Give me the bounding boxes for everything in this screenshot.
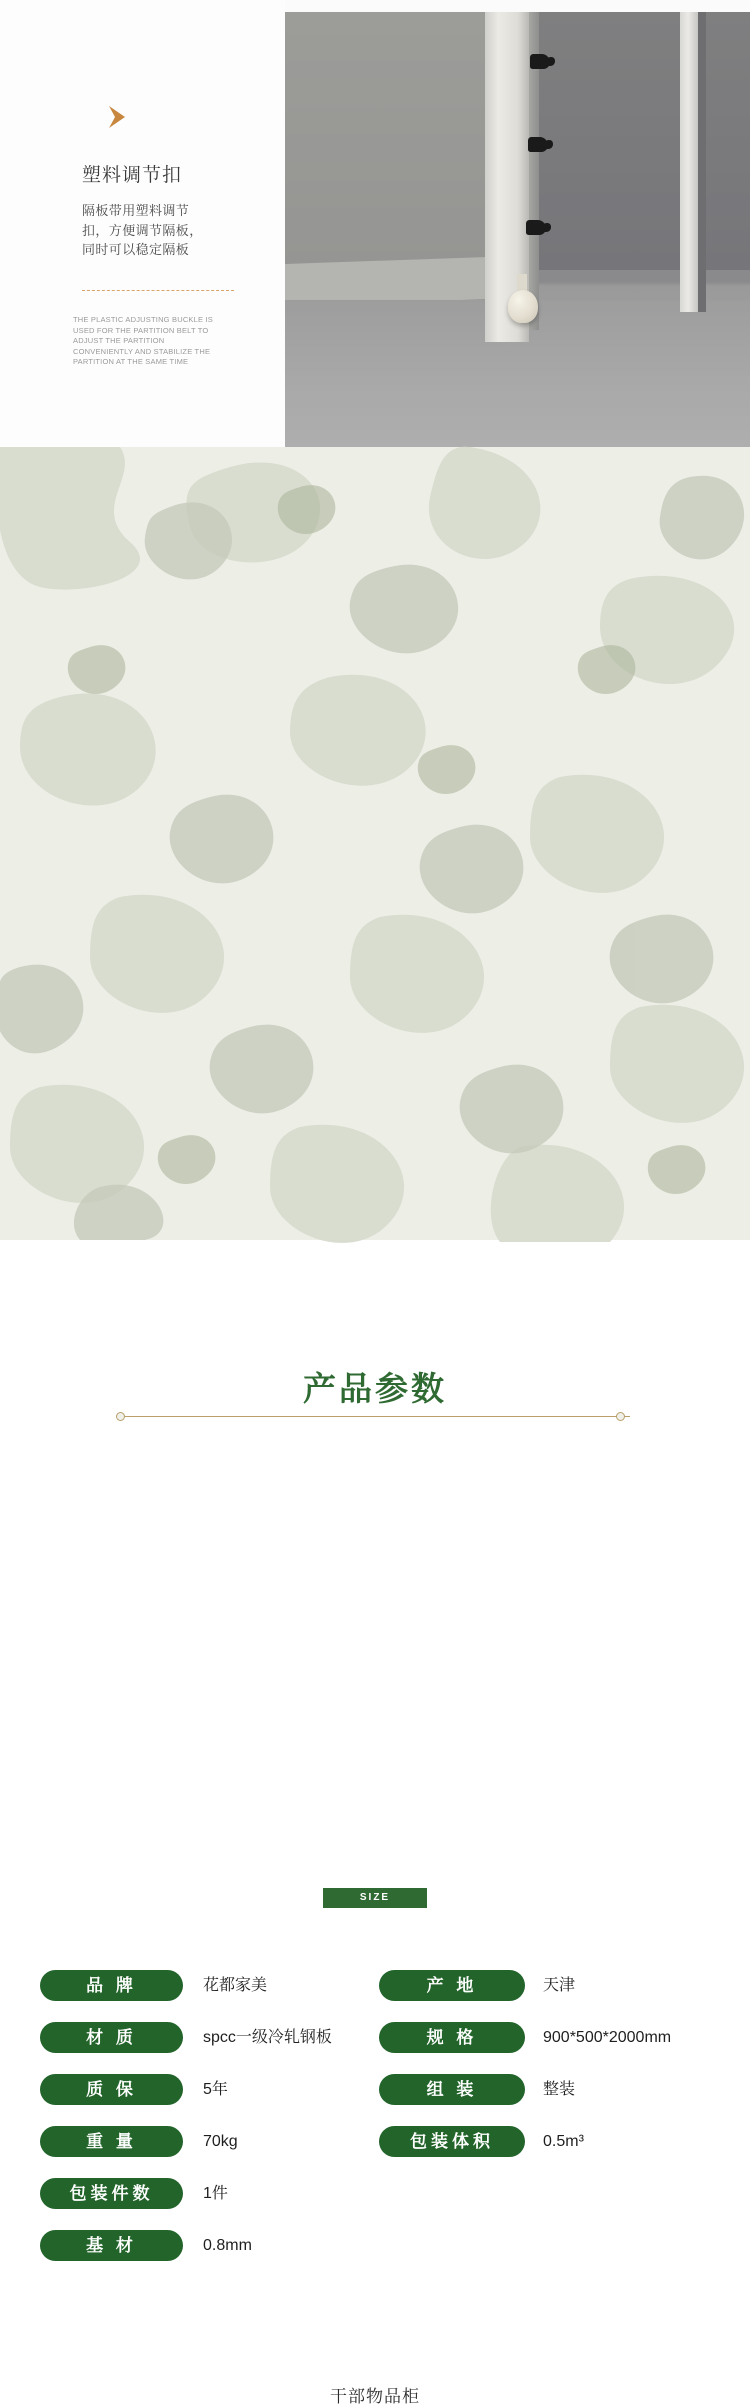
photo-door-shadow — [698, 12, 706, 312]
title-rule-dot-left — [116, 1412, 125, 1421]
spec-label-brand: 品 牌 — [40, 1970, 183, 2001]
spec-label-base-material: 基 材 — [40, 2230, 183, 2261]
photo-baseboard — [285, 256, 517, 306]
photo-slot — [528, 137, 548, 152]
spec-value-assembly: 整装 — [543, 2081, 576, 2098]
product-photo — [285, 12, 750, 447]
spec-table — [0, 1970, 750, 2282]
chevron-right-icon — [103, 100, 137, 134]
dotted-divider — [82, 290, 234, 291]
spec-value-package-volume: 0.5m³ — [543, 2133, 584, 2150]
spec-label-package-volume: 包装体积 — [379, 2126, 525, 2157]
spec-label-package-count: 包装件数 — [40, 2178, 183, 2209]
spec-value-brand: 花都家美 — [203, 1977, 268, 1994]
camouflage-background — [0, 447, 750, 1240]
title-rule-dot-right — [616, 1412, 625, 1421]
spec-value-origin: 天津 — [543, 1977, 576, 1994]
spec-label-warranty: 质 保 — [40, 2074, 183, 2105]
spec-label-origin: 产 地 — [379, 1970, 525, 2001]
spec-value-weight: 70kg — [203, 2133, 238, 2150]
spec-label-specification: 规 格 — [379, 2022, 525, 2053]
photo-door-edge — [680, 12, 698, 312]
parameters-section — [0, 447, 750, 1240]
spec-label-material: 材 质 — [40, 2022, 183, 2053]
table-row — [0, 2178, 750, 2230]
parameters-title: 产品参数 — [303, 1370, 447, 1407]
photo-slot — [526, 220, 546, 235]
feature-text-panel — [0, 0, 285, 447]
feature-title: 塑料调节扣 — [82, 165, 183, 186]
feature-description: 隔板带用塑料调节扣，方便调节隔板，同时可以稳定隔板 — [82, 203, 203, 257]
table-row — [0, 1970, 750, 2022]
feature-english-text: THE PLASTIC ADJUSTING BUCKLE IS USED FOR THE PARTITION BELT TO ADJUST THE PARTITION CONVENIENTLY AND STABILIZE THE PARTITION AT THE SAME TIME — [73, 315, 213, 366]
spec-label-assembly: 组 装 — [379, 2074, 525, 2105]
title-rule — [120, 1416, 630, 1417]
table-row — [0, 2074, 750, 2126]
table-row — [0, 2230, 750, 2282]
table-row — [0, 2022, 750, 2074]
size-badge: SIZE — [323, 1888, 427, 1908]
table-row — [0, 2126, 750, 2178]
spec-value-base-material: 0.8mm — [203, 2237, 252, 2254]
photo-plastic-buckle — [508, 290, 538, 323]
feature-section — [0, 0, 750, 447]
footer-caption: 干部物品柜 — [330, 2387, 420, 2406]
spec-value-warranty: 5年 — [203, 2081, 228, 2098]
spec-value-material: spcc一级冷轧钢板 — [203, 2029, 332, 2046]
spec-value-package-count: 1件 — [203, 2185, 228, 2202]
spec-label-weight: 重 量 — [40, 2126, 183, 2157]
spec-value-specification: 900*500*2000mm — [543, 2029, 672, 2046]
photo-slot — [530, 54, 550, 69]
